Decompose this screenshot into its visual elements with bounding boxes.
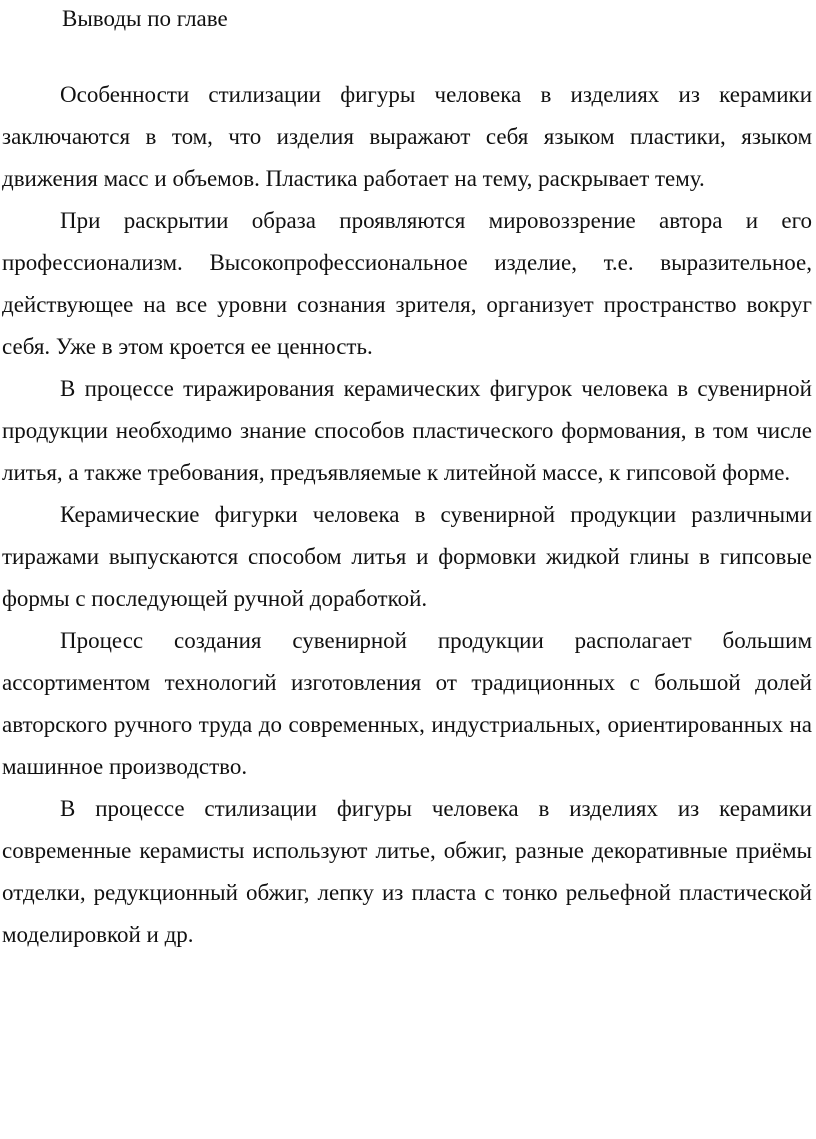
paragraph-1: Особенности стилизации фигуры человека в изделиях из керамики заключаются в том, что изделия выражают себя языком пластики, языком движения масс и объемов. Пластика работает на тему, раскрывает тему. (2, 82, 812, 191)
paragraph-5: Процесс создания сувенирной продукции располагает большим ассортиментом технологий изготовления от традиционных с большой долей авторского ручного труда до современных, индустриальных, ориентированных на машинное производство. (2, 628, 812, 779)
paragraph-4: Керамические фигурки человека в сувенирной продукции различными тиражами выпускаются способом литья и формовки жидкой глины в гипсовые формы с последующей ручной доработкой. (2, 502, 812, 611)
chapter-conclusions-heading: Выводы по главе (62, 6, 228, 31)
paragraph-6: В процессе стилизации фигуры человека в изделиях из керамики современные керамисты используют литье, обжиг, разные декоративные приёмы отделки, редукционный обжиг, лепку из пласта с тонко рельефной пластической моделировкой и др. (2, 796, 812, 947)
paragraph-3: В процессе тиражирования керамических фигурок человека в сувенирной продукции необходимо знание способов пластического формования, в том числе литья, а также требования, предъявляемые к литейной массе, к гипсовой форме. (2, 376, 812, 485)
paragraph-2: При раскрытии образа проявляются мировоззрение автора и его профессионализм. Высокопрофессиональное изделие, т.е. выразительное, действующее на все уровни сознания зрителя, организует пространство вокруг себя. Уже в этом кроется ее ценность. (2, 208, 812, 359)
